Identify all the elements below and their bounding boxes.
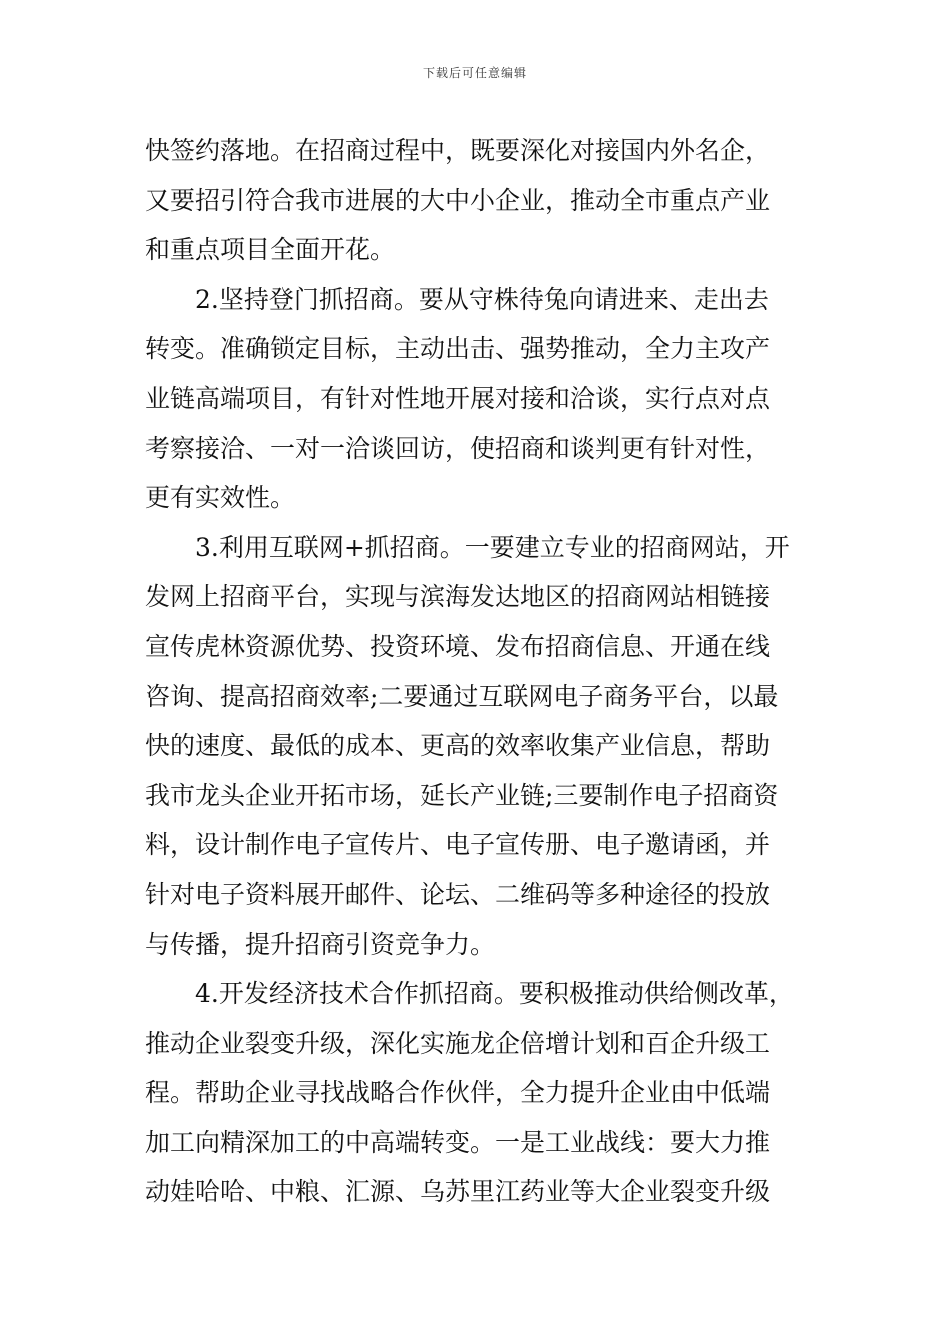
text-line: 推动企业裂变升级，深化实施龙企倍增计划和百企升级工 <box>145 1028 771 1058</box>
text-line: 业链高端项目，有针对性地开展对接和洽谈，实行点对点 <box>145 383 771 413</box>
text-line: 快签约落地。在招商过程中，既要深化对接国内外名企， <box>145 136 771 165</box>
text-line: 转变。准确锁定目标，主动出击、强势推动，全力主攻产 <box>145 334 771 364</box>
text-line: 与传播，提升招商引资竞争力。 <box>145 929 496 959</box>
page-header: 下载后可任意编辑 <box>422 66 527 80</box>
text-line: 更有实效性。 <box>145 483 296 513</box>
text-line: 咨询、提高招商效率;二要通过互联网电子商务平台，以最 <box>145 681 779 711</box>
text-line: 料，设计制作电子宣传片、电子宣传册、电子邀请函，并 <box>145 830 771 860</box>
text-line: 发网上招商平台，实现与滨海发达地区的招商网站相链接 <box>145 582 771 612</box>
text-line: 加工向精深加工的中高端转变。一是工业战线：要大力推 <box>145 1127 771 1157</box>
text-line: 考察接洽、一对一洽谈回访，使招商和谈判更有针对性， <box>145 433 771 463</box>
text-line: 宣传虎林资源优势、投资环境、发布招商信息、开通在线 <box>145 631 771 661</box>
text-line: 4.开发经济技术合作抓招商。要积极推动供给侧改革， <box>195 979 794 1009</box>
text-line: 又要招引符合我市进展的大中小企业，推动全市重点产业 <box>145 185 771 215</box>
text-line: 快的速度、最低的成本、更高的效率收集产业信息，帮助 <box>145 731 771 761</box>
document-body <box>145 126 810 1217</box>
text-line: 和重点项目全面开花。 <box>145 235 396 265</box>
text-line: 针对电子资料展开邮件、论坛、二维码等多种途径的投放 <box>145 879 771 909</box>
text-line: 动娃哈哈、中粮、汇源、乌苏里江药业等大企业裂变升级 <box>145 1177 771 1207</box>
text-line: 程。帮助企业寻找战略合作伙伴，全力提升企业由中低端 <box>145 1078 771 1108</box>
text-line: 2.坚持登门抓招商。要从守株待兔向请进来、走出去 <box>195 284 769 314</box>
text-line: 我市龙头企业开拓市场，延长产业链;三要制作电子招商资 <box>145 780 779 810</box>
text-line: 3.利用互联网+抓招商。一要建立专业的招商网站，开 <box>195 532 790 562</box>
